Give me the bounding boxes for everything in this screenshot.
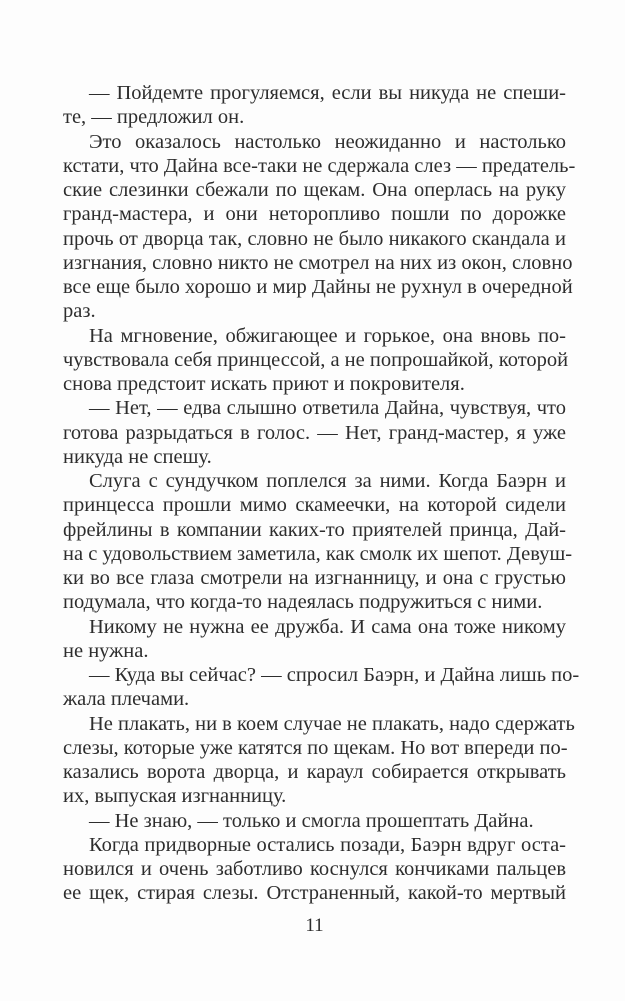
text-line: казались ворота дворца, и караул собирается открывать	[63, 761, 566, 783]
text-line: изгнания, словно никто не смотрел на них из окон, словно	[63, 251, 573, 274]
text-line: готова разрыдаться в голос. — Нет, гранд-мастер, я уже	[63, 421, 566, 444]
text-line: новился и очень заботливо коснулся кончиками пальцев	[63, 858, 566, 880]
text-line: чувствовала себя принцессой, а не попрошайкой, которой	[63, 348, 569, 371]
text-line: кстати, что Дайна все-таки не сдержала слез — предатель-	[63, 154, 576, 177]
text-line: На мгновение, обжигающее и горькое, она вновь по-	[89, 324, 566, 347]
text-line: подумала, что когда-то надеялась подружиться с ними.	[63, 591, 543, 614]
text-line: все еще было хорошо и мир Дайны не рухнул в очередной	[63, 276, 573, 298]
text-block	[63, 81, 580, 906]
text-line: на с удовольствием заметила, как смолк их шепот. Девуш-	[63, 542, 573, 565]
text-line: — Куда вы сейчас? — спросил Баэрн, и Дайна лишь по-	[89, 664, 580, 686]
text-line: их, выпуская изгнанницу.	[63, 785, 287, 808]
text-line: жала плечами.	[63, 688, 190, 711]
text-line: гранд-мастера, и они неторопливо пошли по дорожке	[63, 203, 566, 226]
text-line: те, — предложил он.	[63, 106, 245, 129]
text-line: раз.	[63, 300, 96, 323]
page-number: 11	[305, 915, 324, 936]
text-line: прочь от дворца так, словно не было никакого скандала и	[63, 227, 566, 250]
text-line: — Нет, — едва слышно ответила Дайна, чувствуя, что	[89, 397, 566, 420]
text-line: фрейлины в компании каких-то приятелей принца, Дай-	[63, 518, 566, 541]
text-line: никуда не спешу.	[63, 445, 212, 468]
text-line: снова предстоит искать приют и покровителя.	[63, 373, 465, 395]
text-line: — Не знаю, — только и смогла прошептать Дайна.	[89, 809, 534, 832]
text-line: ее щек, стирая слезы. Отстраненный, какой-то мертвый	[63, 882, 566, 905]
text-line: Когда придворные остались позади, Баэрн вдруг оста-	[89, 833, 566, 856]
text-line: ки во все глаза смотрели на изгнанницу, и она с грустью	[63, 567, 566, 589]
text-line: Не плакать, ни в коем случае не плакать, надо сдержать	[89, 712, 575, 735]
text-line: не нужна.	[63, 639, 149, 662]
text-line: Никому не нужна ее дружба. И сама она тоже никому	[89, 615, 566, 638]
text-line: принцесса прошли мимо скамеечки, на которой сидели	[63, 494, 566, 517]
text-line: Это оказалось настолько неожиданно и настолько	[89, 130, 566, 153]
text-line: слезы, которые уже катятся по щекам. Но вот впереди по-	[63, 736, 568, 759]
text-line: Слуга с сундучком поплелся за ними. Когда Баэрн и	[89, 470, 566, 492]
text-line: ские слезинки сбежали по щекам. Она оперлась на руку	[63, 179, 566, 201]
text-line: — Пойдемте прогуляемся, если вы никуда не спеши-	[89, 82, 566, 104]
